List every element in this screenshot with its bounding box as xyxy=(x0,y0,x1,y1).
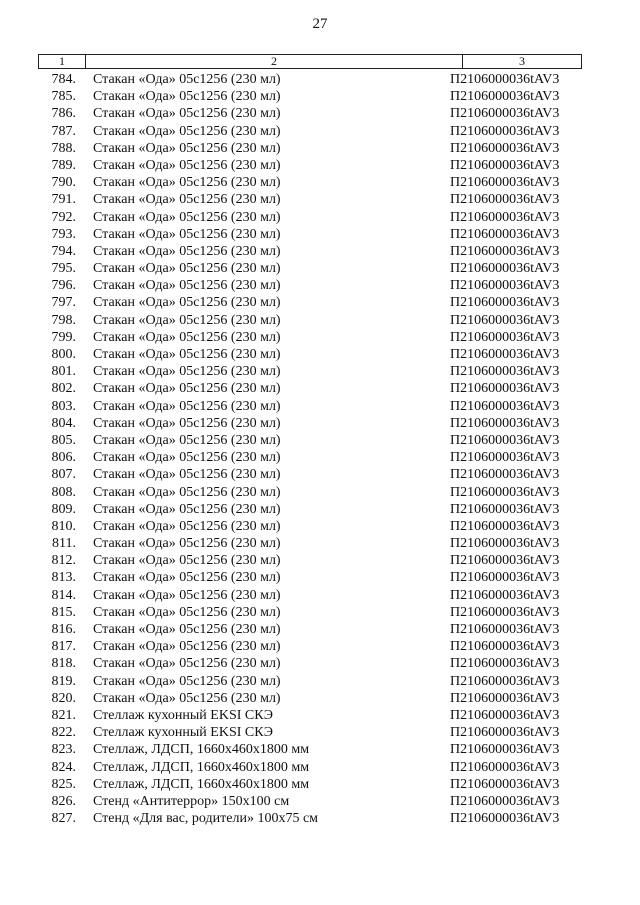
item-name: Стеллаж кухонный EKSI СКЭ xyxy=(93,725,273,741)
item-name: Стакан «Ода» 05с1256 (230 мл) xyxy=(93,622,281,637)
row-number: 817. xyxy=(51,639,76,655)
item-name: Стакан «Ода» 05с1256 (230 мл) xyxy=(93,72,281,87)
table-row xyxy=(0,105,640,122)
header-col-3: 3 xyxy=(519,54,525,68)
item-name: Стеллаж кухонный EKSI СКЭ xyxy=(93,707,273,723)
row-number: 804. xyxy=(51,415,76,431)
item-code: П2106000036tAV3 xyxy=(450,707,560,723)
item-code: П2106000036tAV3 xyxy=(450,570,560,586)
table-row xyxy=(0,294,640,311)
row-number: 800. xyxy=(51,347,76,362)
table-row xyxy=(0,621,640,638)
table-row xyxy=(0,535,640,552)
table-row xyxy=(0,157,640,174)
row-number: 814. xyxy=(51,587,76,603)
row-number: 811. xyxy=(52,536,76,552)
item-code: П2106000036tAV3 xyxy=(450,209,560,225)
table-row xyxy=(0,638,640,655)
item-name: Стакан «Ода» 05с1256 (230 мл) xyxy=(93,570,281,586)
item-name: Стакан «Ода» 05с1256 (230 мл) xyxy=(93,432,281,448)
table-row xyxy=(0,776,640,793)
table-row xyxy=(0,312,640,329)
item-name: Стакан «Ода» 05с1256 (230 мл) xyxy=(93,553,281,569)
item-code: П2106000036tAV3 xyxy=(450,725,560,741)
table-row xyxy=(0,690,640,707)
row-number: 827. xyxy=(51,811,76,827)
item-code: П2106000036tAV3 xyxy=(450,639,560,655)
table-row xyxy=(0,449,640,466)
item-name: Стакан «Ода» 05с1256 (230 мл) xyxy=(93,140,281,156)
item-code: П2106000036tAV3 xyxy=(450,157,560,173)
item-code: П2106000036tAV3 xyxy=(450,226,560,242)
item-name: Стакан «Ода» 05с1256 (230 мл) xyxy=(93,89,281,105)
header-col-2: 2 xyxy=(86,55,463,68)
row-number: 802. xyxy=(51,381,76,397)
table-row xyxy=(0,191,640,208)
item-name: Стакан «Ода» 05с1256 (230 мл) xyxy=(93,364,281,380)
item-name: Стакан «Ода» 05с1256 (230 мл) xyxy=(93,604,281,620)
table-row xyxy=(0,501,640,518)
item-name: Стенд «Для вас, родители» 100x75 см xyxy=(93,811,319,827)
item-name: Стакан «Ода» 05с1256 (230 мл) xyxy=(93,639,281,655)
row-number: 798. xyxy=(51,312,76,328)
item-name: Стакан «Ода» 05с1256 (230 мл) xyxy=(93,381,281,397)
table-row xyxy=(0,226,640,243)
table-row xyxy=(0,724,640,741)
item-name: Стакан «Ода» 05с1256 (230 мл) xyxy=(93,312,281,328)
row-number: 816. xyxy=(51,622,76,637)
item-name: Стакан «Ода» 05с1256 (230 мл) xyxy=(93,450,281,466)
item-code: П2106000036tAV3 xyxy=(450,347,560,362)
item-code: П2106000036tAV3 xyxy=(450,793,560,809)
item-code: П2106000036tAV3 xyxy=(450,501,560,517)
table-row xyxy=(0,71,640,88)
item-code: П2106000036tAV3 xyxy=(450,776,560,792)
row-number: 786. xyxy=(51,106,76,122)
row-number: 807. xyxy=(51,467,76,483)
table-row xyxy=(0,466,640,483)
item-name: Стеллаж, ЛДСП, 1660x460x1800 мм xyxy=(93,776,310,792)
item-name: Стакан «Ода» 05с1256 (230 мл) xyxy=(93,123,281,139)
row-number: 825. xyxy=(51,776,76,792)
item-code: П2106000036tAV3 xyxy=(450,811,560,827)
item-name: Стакан «Ода» 05с1256 (230 мл) xyxy=(93,673,281,689)
row-number: 803. xyxy=(51,398,76,414)
item-code: П2106000036tAV3 xyxy=(450,295,560,311)
table-row xyxy=(0,673,640,690)
table-row xyxy=(0,707,640,724)
row-number: 790. xyxy=(51,175,76,191)
item-code: П2106000036tAV3 xyxy=(450,673,560,689)
item-name: Стакан «Ода» 05с1256 (230 мл) xyxy=(93,295,281,311)
row-number: 813. xyxy=(51,570,76,586)
item-code: П2106000036tAV3 xyxy=(450,261,560,277)
item-code: П2106000036tAV3 xyxy=(450,329,560,345)
item-code: П2106000036tAV3 xyxy=(450,656,560,672)
row-number: 785. xyxy=(51,89,76,105)
row-number: 793. xyxy=(51,226,76,242)
item-code: П2106000036tAV3 xyxy=(450,553,560,569)
item-name: Стакан «Ода» 05с1256 (230 мл) xyxy=(93,536,281,552)
item-code: П2106000036tAV3 xyxy=(450,432,560,448)
row-number: 791. xyxy=(51,192,76,208)
table-row xyxy=(0,569,640,586)
row-number: 810. xyxy=(51,518,76,534)
item-code: П2106000036tAV3 xyxy=(450,364,560,380)
item-code: П2106000036tAV3 xyxy=(450,467,560,483)
row-number: 795. xyxy=(51,261,76,277)
row-number: 822. xyxy=(51,725,76,741)
item-name: Стеллаж, ЛДСП, 1660x460x1800 мм xyxy=(93,742,310,758)
item-code: П2106000036tAV3 xyxy=(450,278,560,294)
row-number: 796. xyxy=(51,278,76,294)
table-row xyxy=(0,123,640,140)
row-number: 823. xyxy=(51,742,76,758)
item-name: Стакан «Ода» 05с1256 (230 мл) xyxy=(93,329,281,345)
row-number: 788. xyxy=(51,140,76,156)
item-code: П2106000036tAV3 xyxy=(450,72,560,87)
row-number: 815. xyxy=(51,604,76,620)
item-name: Стакан «Ода» 05с1256 (230 мл) xyxy=(93,484,281,500)
item-name: Стакан «Ода» 05с1256 (230 мл) xyxy=(93,518,281,534)
row-number: 819. xyxy=(51,673,76,689)
row-number: 820. xyxy=(51,690,76,706)
row-number: 799. xyxy=(51,329,76,345)
item-name: Стакан «Ода» 05с1256 (230 мл) xyxy=(93,157,281,173)
row-number: 808. xyxy=(51,484,76,500)
table-row xyxy=(0,329,640,346)
item-name: Стакан «Ода» 05с1256 (230 мл) xyxy=(93,347,281,362)
item-name: Стеллаж, ЛДСП, 1660x460x1800 мм xyxy=(93,759,310,775)
item-name: Стакан «Ода» 05с1256 (230 мл) xyxy=(93,501,281,517)
row-number: 805. xyxy=(51,432,76,448)
item-code: П2106000036tAV3 xyxy=(450,604,560,620)
item-name: Стакан «Ода» 05с1256 (230 мл) xyxy=(93,278,281,294)
item-code: П2106000036tAV3 xyxy=(450,622,560,637)
item-code: П2106000036tAV3 xyxy=(450,398,560,414)
row-number: 806. xyxy=(51,450,76,466)
row-number: 826. xyxy=(51,793,76,809)
item-code: П2106000036tAV3 xyxy=(450,484,560,500)
item-name: Стакан «Ода» 05с1256 (230 мл) xyxy=(93,243,281,259)
row-number: 794. xyxy=(51,243,76,259)
item-name: Стакан «Ода» 05с1256 (230 мл) xyxy=(93,587,281,603)
table-row xyxy=(0,363,640,380)
item-code: П2106000036tAV3 xyxy=(450,175,560,191)
table-row xyxy=(0,552,640,569)
table-row xyxy=(0,346,640,363)
table-row xyxy=(0,380,640,397)
item-code: П2106000036tAV3 xyxy=(450,690,560,706)
row-number: 809. xyxy=(51,501,76,517)
item-name: Стакан «Ода» 05с1256 (230 мл) xyxy=(93,192,281,208)
table-row xyxy=(0,260,640,277)
item-name: Стакан «Ода» 05с1256 (230 мл) xyxy=(93,209,281,225)
table-row xyxy=(0,174,640,191)
item-name: Стакан «Ода» 05с1256 (230 мл) xyxy=(93,175,281,191)
item-code: П2106000036tAV3 xyxy=(450,140,560,156)
item-code: П2106000036tAV3 xyxy=(450,518,560,534)
table-row xyxy=(0,415,640,432)
item-name: Стакан «Ода» 05с1256 (230 мл) xyxy=(93,656,281,672)
row-number: 789. xyxy=(51,157,76,173)
item-code: П2106000036tAV3 xyxy=(450,742,560,758)
item-name: Стакан «Ода» 05с1256 (230 мл) xyxy=(93,261,281,277)
table-row xyxy=(0,209,640,226)
row-number: 824. xyxy=(51,759,76,775)
item-code: П2106000036tAV3 xyxy=(450,312,560,328)
table-row xyxy=(0,587,640,604)
item-name: Стакан «Ода» 05с1256 (230 мл) xyxy=(93,467,281,483)
item-code: П2106000036tAV3 xyxy=(450,89,560,105)
row-number: 787. xyxy=(51,123,76,139)
item-name: Стакан «Ода» 05с1256 (230 мл) xyxy=(93,106,281,122)
table-row xyxy=(0,793,640,810)
table-body xyxy=(0,71,640,827)
table-row xyxy=(0,484,640,501)
item-code: П2106000036tAV3 xyxy=(450,415,560,431)
item-code: П2106000036tAV3 xyxy=(450,243,560,259)
row-number: 812. xyxy=(51,553,76,569)
row-number: 797. xyxy=(51,295,76,311)
table-row xyxy=(0,655,640,672)
item-code: П2106000036tAV3 xyxy=(450,450,560,466)
table-row xyxy=(0,604,640,621)
row-number: 801. xyxy=(51,364,76,380)
item-code: П2106000036tAV3 xyxy=(450,192,560,208)
table-row xyxy=(0,759,640,776)
item-name: Стакан «Ода» 05с1256 (230 мл) xyxy=(93,415,281,431)
header-col-1: 1 xyxy=(39,55,86,68)
row-number: 821. xyxy=(51,707,76,723)
table-header xyxy=(38,54,582,69)
item-name: Стенд «Антитеррор» 150x100 см xyxy=(93,793,290,809)
table-row xyxy=(0,518,640,535)
table-row xyxy=(0,398,640,415)
item-name: Стакан «Ода» 05с1256 (230 мл) xyxy=(93,226,281,242)
row-number: 784. xyxy=(51,72,76,87)
page-number: 27 xyxy=(312,16,328,32)
item-code: П2106000036tAV3 xyxy=(450,587,560,603)
table-row xyxy=(0,810,640,827)
table-row xyxy=(0,88,640,105)
item-code: П2106000036tAV3 xyxy=(450,381,560,397)
item-code: П2106000036tAV3 xyxy=(450,759,560,775)
table-row xyxy=(0,140,640,157)
row-number: 818. xyxy=(51,656,76,672)
item-name: Стакан «Ода» 05с1256 (230 мл) xyxy=(93,398,281,414)
table-row xyxy=(0,243,640,260)
item-code: П2106000036tAV3 xyxy=(450,536,560,552)
table-row xyxy=(0,741,640,758)
item-code: П2106000036tAV3 xyxy=(450,106,560,122)
table-row xyxy=(0,277,640,294)
item-code: П2106000036tAV3 xyxy=(450,123,560,139)
table-row xyxy=(0,432,640,449)
row-number: 792. xyxy=(51,209,76,225)
item-name: Стакан «Ода» 05с1256 (230 мл) xyxy=(93,690,281,706)
